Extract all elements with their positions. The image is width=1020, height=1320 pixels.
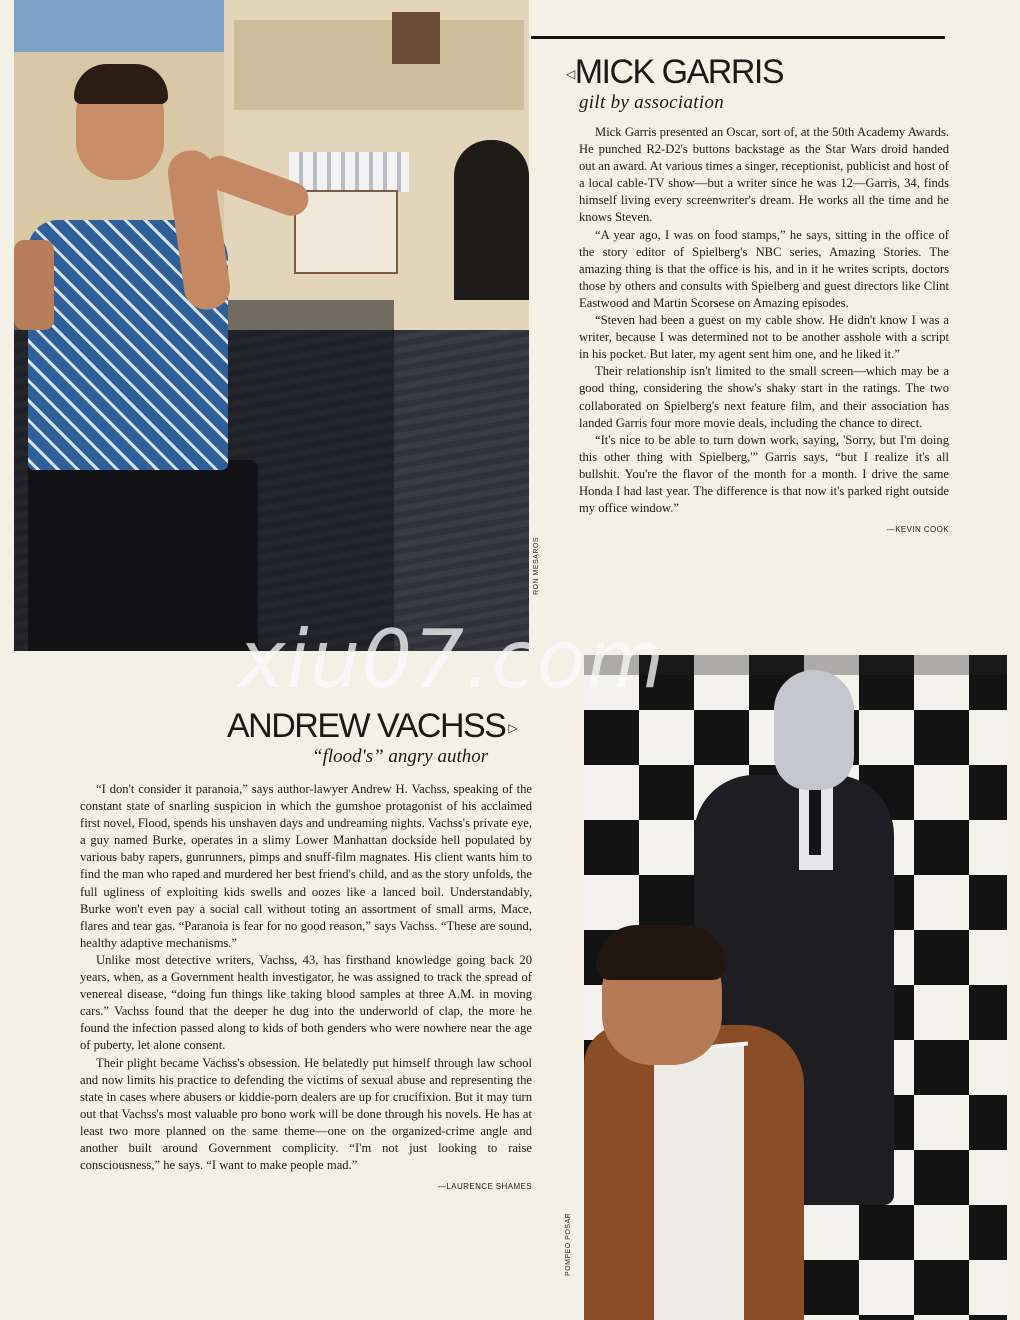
garris-headline xyxy=(566,52,783,94)
vachss-paragraph: “I don't consider it paranoia,” says author-lawyer Andrew H. Vachss, speaking of the constant state of snarling suspicion in which the gumshoe protagonist of his acclaimed first novel, Flood, spends his unshaven days and undreaming nights. Vachss's private eye, a guy named Burke, operates in a slimy Lower Manhattan dockside hell populated by various baby rapers, gunrunners, pimps and snuff-film magnates. His client wants him to find the man who raped and murdered her best friend's child, and as the story unfolds, the full ugliness of exploiting kids swells and oozes like a lanced boil. Understandably, Burke won't even pay a social call without toting an assortment of small arms, Mace, flares and tear gas. “Paranoia is fear for no good reason,” says Vachss. “These are sound, healthy adaptive mechanisms.” xyxy=(80,782,532,950)
triangle-left-icon: ◁ xyxy=(566,67,574,82)
garris-photo xyxy=(14,0,529,651)
top-rule xyxy=(531,36,945,39)
vachss-title: ANDREW VACHSS xyxy=(227,707,506,745)
vachss-photo-credit: POMPEO POSAR xyxy=(565,1212,572,1276)
vachss-headline xyxy=(227,706,516,748)
vachss-paragraph: Unlike most detective writers, Vachss, 43, has firsthand knowledge going back 20 years, when, as a Government health investigator, he was assigned to track the spread of venereal disease, “doing fun things like taking blood samples at three A.M. in moving cars.” Vachss found that the deeper he dug into the underworld of clap, the more he found the infection passed along to kids of both genders who were nowhere near the age of puberty, let alone consent. xyxy=(80,952,532,1053)
vachss-photo xyxy=(584,655,1007,1320)
vachss-article-body xyxy=(80,781,532,1195)
garris-paragraph: “Steven had been a guest on my cable show. He didn't know I was a writer, because I was determined not to be another asshole with a script in his pocket. But later, my agent sent him one, and he liked it.” xyxy=(579,313,949,362)
garris-paragraph: Mick Garris presented an Oscar, sort of, at the 50th Academy Awards. He punched R2-D2's buttons backstage as the Star Wars droid handed out an award. At various times a singer, receptionist, publicist and host of a local cable-TV show—but a writer since he was 12—Garris, 34, finds himself living every screenwriter's dream. He works all the time and he knows Steven. xyxy=(579,125,949,225)
vachss-subtitle: “flood's” angry author xyxy=(312,746,489,767)
watermark: xiu07.com xyxy=(238,613,666,706)
garris-paragraph: “It's nice to be able to turn down work, saying, 'Sorry, but I'm doing this other thing with Spielberg,'” Garris says, “but I realize it's all bullshit. You're the flavor of the month for a month. I drive the same Honda I had last year. The difference is that now it's parked right outside my office window.” xyxy=(579,432,949,516)
garris-byline: —KEVIN COOK xyxy=(886,525,949,535)
vachss-byline: —LAURENCE SHAMES xyxy=(438,1182,532,1192)
vachss-paragraph: Their plight became Vachss's obsession. He belatedly put himself through law school and now limits his practice to defending the victims of sexual abuse and representing the state in cases where abusers or kiddie-porn dealers are up for crucifixion. But it may turn out that Vachss's most valuable pro bono work will be done through his novels. He has at least two more planned on the same theme—one on the organized-crime angle and another built around Government complicity. “I'm not just looking to raise consciousness,” he says. “I want to make people mad.” xyxy=(80,1055,532,1173)
garris-paragraph: Their relationship isn't limited to the small screen—which may be a good thing, considering the show's shaky start in the ratings. The two collaborated on Spielberg's next feature film, and their association has landed Garris four more movie deals, including the chance to direct. xyxy=(579,364,949,430)
garris-photo-credit: RON MESAROS xyxy=(533,536,540,595)
triangle-right-icon: ▷ xyxy=(508,721,517,736)
garris-paragraph: “A year ago, I was on food stamps,” he says, sitting in the office of the story editor of Spielberg's NBC series, Amazing Stories. The amazing thing is that the office is his, and in it he writes scripts, doctors those by others and consults with Spielberg and guest directors like Clint Eastwood and Martin Scorsese on Amazing episodes. xyxy=(579,227,949,310)
garris-subtitle: gilt by association xyxy=(579,92,725,113)
garris-article-body xyxy=(579,124,949,538)
garris-title: MICK GARRIS xyxy=(574,53,784,91)
